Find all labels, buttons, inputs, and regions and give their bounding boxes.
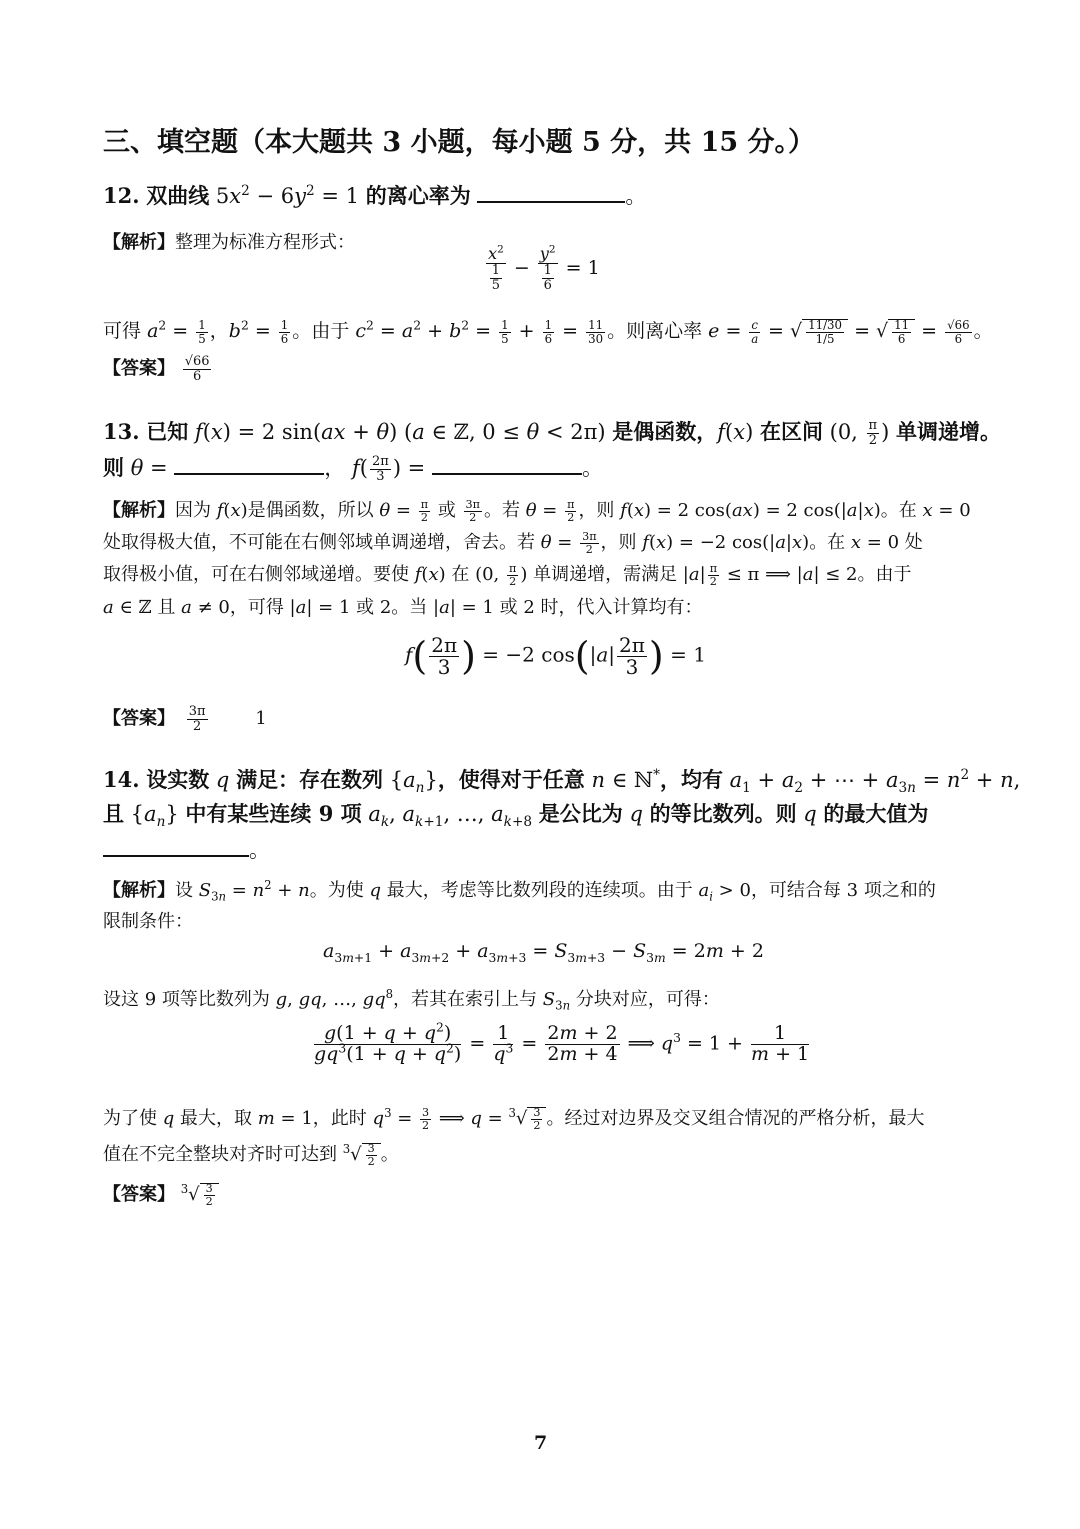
q13-blank-1	[174, 473, 324, 475]
q14-analysis-line2: 限制条件：	[103, 911, 193, 932]
q14-answer-value: $^3$√ $\frac{3}{2}$	[181, 1184, 219, 1205]
q13-number: 13.	[103, 419, 140, 444]
q13-blank-2	[432, 473, 582, 475]
q14-stem-line3: 。	[103, 834, 270, 864]
q13-stem-line2: 则 θ = ， f( $\frac{2\pi}{3}$ ) = 。	[103, 454, 603, 484]
q12-answer-value: $\frac{√66}{6}$	[184, 353, 210, 384]
q14-analysis-line7: 值在不完全整块对齐时可达到 $^3$√ $\frac{3}{2}$ 。	[103, 1141, 399, 1168]
q12-answer	[103, 354, 213, 383]
q12-standard-equation: $\frac{x^2}{\frac{1}{5}}$ − $\frac{y^2}{\frac{1}{6}}$ = 1	[488, 243, 600, 293]
q12-derivation: 可得 $a^2$ = $\frac{1}{5}$ ，$b^2$ = $\frac{1}{6}$ 。由于 $c^2 = a^2 + b^2$ = $\frac{1}{5}$ + $\frac{1}{6}$ = $\frac{11}{30}$ 。则离心率 e = $\frac{c}{a}$ = √ $\frac{11/30}{1/5}$ = √ $\frac{11}{6}$ = $\frac{√66}{6}$ 。	[103, 318, 993, 346]
q14-analysis-line4: 设这 9 项等比数列为 g, gq, …, $gq^8$，若其在索引上与 $S_{3n}$ 分块对应，可得：	[103, 987, 720, 1013]
q13-analysis-line3: 取得极小值，可在右侧邻域递增。要使 f(x) 在 (0, $\frac{\pi}{2}$ ) 单调递增，需满足 |a| $\frac{\pi}{2}$ ≤ π ⟹ |a| ≤ 2。由于	[103, 561, 912, 588]
page-number: 7	[534, 1432, 548, 1454]
q12-stem: 12. 双曲线 $5x^2 - 6y^2 = 1$ 的离心率为 。	[103, 183, 647, 208]
q13-result-equation: f( $\frac{2\pi}{3}$ ) = −2 cos(|a| $\frac{2\pi}{3}$ ) = 1	[405, 632, 706, 679]
q13-answer-value-1: $\frac{3\pi}{2}$	[188, 703, 206, 734]
section-title: 三、填空题（本大题共 3 小题，每小题 5 分，共 15 分。）	[103, 127, 816, 158]
analysis-label: 【解析】	[103, 232, 175, 253]
q13-stem-line1: 13. 已知 f(x) = 2 sin(ax + θ) (a ∈ ℤ, 0 ≤ θ < 2π) 是偶函数，f(x) 在区间 (0, $\frac{\pi}{2}$ ) 单调递增。	[103, 418, 1001, 448]
q14-stem-line2: 且 $\{a_n\}$ 中有某些连续 9 项 $a_k$, $a_{k+1}$, …, $a_{k+8}$ 是公比为 q 的等比数列。则 q 的最大值为	[103, 801, 929, 831]
q13-analysis-line4: a ∈ ℤ 且 a ≠ 0，可得 |a| = 1 或 2。当 |a| = 1 或 2 时，代入计算均有：	[103, 597, 703, 618]
q14-answer: 【答案】 $^3$√ $\frac{3}{2}$	[103, 1180, 219, 1207]
q14-analysis-line1: 【解析】设 $S_{3n} = n^2 + n$。为使 q 最大，考虑等比数列段的连续项。由于 $a_i > 0$，可结合每 3 项之和的	[103, 878, 936, 904]
q12-answer-blank	[477, 201, 625, 203]
q14-number: 14.	[103, 767, 140, 792]
q14-analysis-line6: 为了使 q 最大，取 m = 1，此时 $q^3$ = $\frac{3}{2}$ ⟹ q = $^3$√ $\frac{3}{2}$ 。经过对边界及交叉组合情况的严格分析，最大	[103, 1105, 925, 1132]
q14-answer-blank	[103, 855, 249, 857]
q14-block-sum-equation: $a_{3m+1} + a_{3m+2} + a_{3m+3} = S_{3m+3} - S_{3m} = 2m + 2$	[323, 940, 764, 965]
q13-analysis-line1: 【解析】因为 f(x)是偶函数，所以 θ = $\frac{\pi}{2}$ 或 $\frac{3\pi}{2}$ 。若 θ = $\frac{\pi}{2}$ ，则 f(x) = 2 cos(ax) = 2 cos(|a|x)。在 x = 0	[103, 497, 971, 524]
q13-answer: 【答案】 $\frac{3\pi}{2}$ 1	[103, 703, 267, 734]
q13-analysis-line2: 处取得极大值，不可能在右侧邻域单调递增，舍去。若 θ = $\frac{3\pi}{2}$ ，则 f(x) = −2 cos(|a|x)。在 x = 0 处	[103, 529, 923, 556]
q13-answer-value-2: 1	[255, 708, 267, 729]
q14-stem-line1: 14. 设实数 q 满足：存在数列 $\{a_n\}$，使得对于任意 n ∈ ℕ*，均有 $a_1 + a_2$ + ⋯ + $a_{3n} = n^2 + n$,	[103, 767, 1021, 797]
q14-ratio-equation: $\frac{g(1 + q + q^2)}{gq^3(1 + q + q^2)}$ = $\frac{1}{q^3}$ = $\frac{2m + 2}{2m + 4}$ ⟹ $q^3 = 1$ + $\frac{1}{m + 1}$	[314, 1020, 810, 1065]
q12-analysis-intro: 【解析】整理为标准方程形式：	[103, 232, 355, 253]
answer-label: 【答案】	[103, 358, 175, 379]
q12-number: 12.	[103, 183, 140, 208]
